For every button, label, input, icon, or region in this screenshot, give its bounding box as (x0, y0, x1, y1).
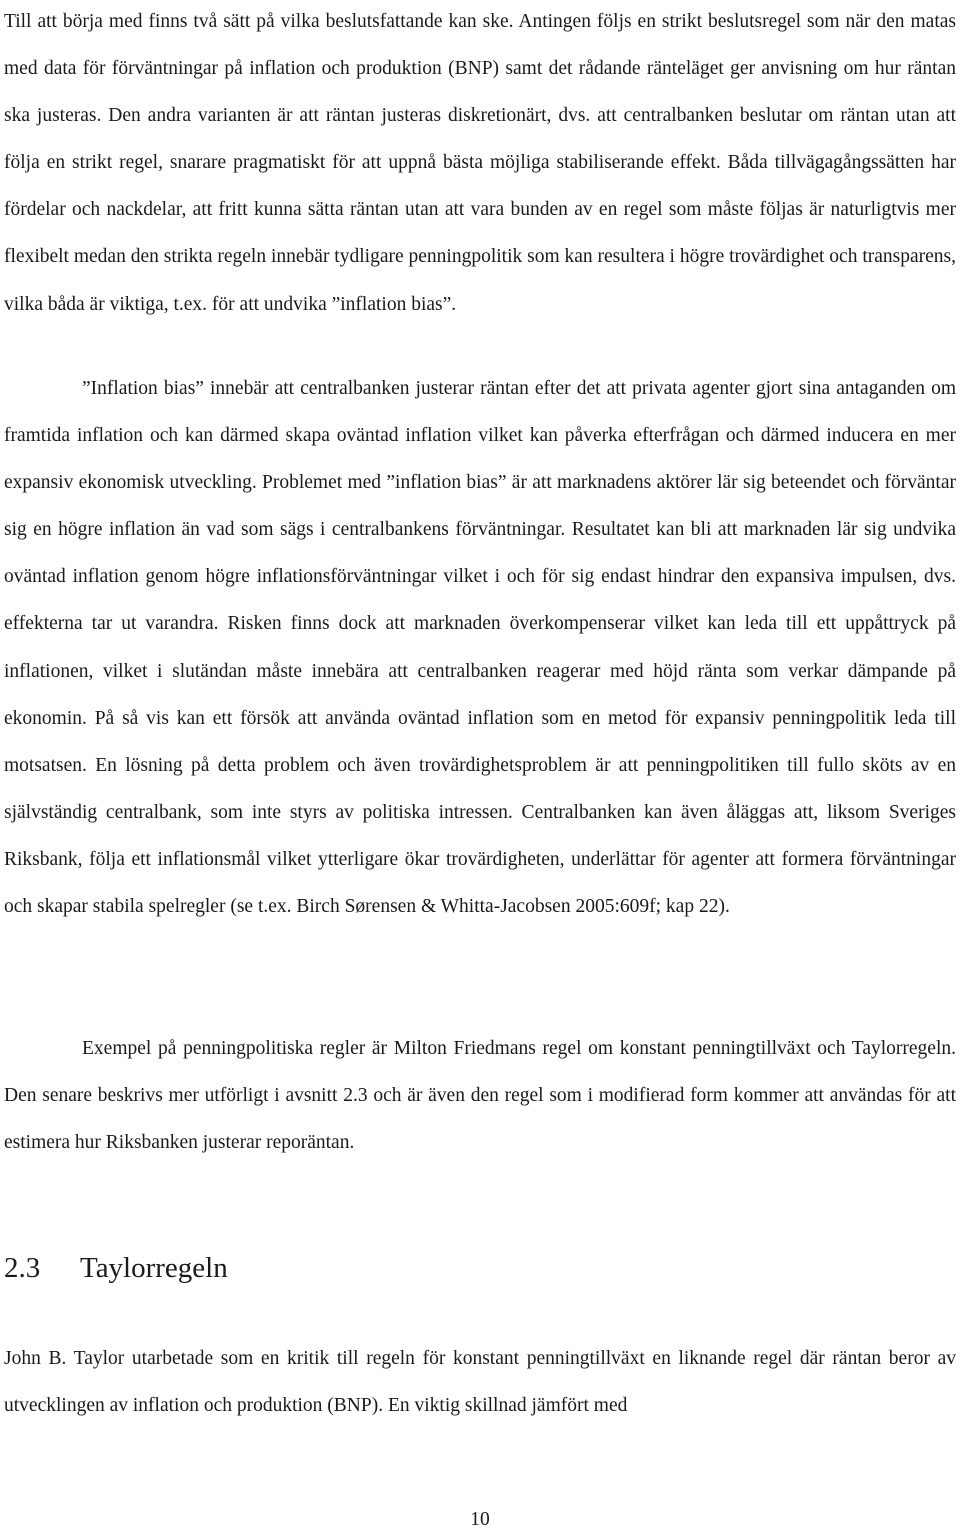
body-paragraph-decision-rules: Till att börja med finns två sätt på vilka beslutsfattande kan ske. Antingen följs en strikt beslutsregel som när den matas med data för förväntningar på inflation och produktion (BNP) samt det rådande ränteläget ger anvisning om hur räntan ska justeras. Den andra varianten är att räntan justeras diskretionärt, dvs. att centralbanken beslutar om räntan utan att följa en strikt regel, snarare pragmatiskt för att uppnå bästa möjliga stabiliserande effekt. Båda tillvägagångssätten har fördelar och nackdelar, att fritt kunna sätta räntan utan att vara bunden av en regel som måste följas är naturligtvis mer flexibelt medan den strikta regeln innebär tydligare penningpolitik som kan resultera i högre trovärdighet och transparens, vilka båda är viktiga, t.ex. för att undvika ”inflation bias”. (4, 11, 956, 315)
section-title: Taylorregeln (80, 1252, 228, 1284)
page-number: 10 (470, 1509, 490, 1530)
body-paragraph-policy-rules: Exempel på penningpolitiska regler är Milton Friedmans regel om konstant penningtillväxt och Taylorregeln. Den senare beskrivs mer utförligt i avsnitt 2.3 och är även den regel som i modifierad form kommer att användas för att estimera hur Riksbanken justerar reporäntan. (4, 1038, 956, 1154)
body-paragraph-taylor: John B. Taylor utarbetade som en kritik till regeln för konstant penningtillväxt en liknande regel där räntan beror av utvecklingen av inflation och produktion (BNP). En viktig skillnad jämfört med (4, 1348, 956, 1417)
section-number: 2.3 (4, 1252, 41, 1284)
section-heading (4, 1246, 228, 1290)
body-paragraph-inflation-bias: ”Inflation bias” innebär att centralbanken justerar räntan efter det att privata agenter gjort sina antaganden om framtida inflation och kan därmed skapa oväntad inflation vilket kan påverka efterfrågan och därmed inducera en mer expansiv ekonomisk utveckling. Problemet med ”inflation bias” är att marknadens aktörer lär sig beteendet och förväntar sig en högre inflation än vad som sägs i centralbankens förväntningar. Resultatet kan bli att marknaden lär sig undvika oväntad inflation genom högre inflationsförväntningar vilket i och för sig endast hindrar den expansiva impulsen, dvs. effekterna tar ut varandra. Risken finns dock att marknaden överkompenserar vilket kan leda till ett uppåttryck på inflationen, vilket i slutändan måste innebära att centralbanken reagerar med höjd ränta som verkar dämpande på ekonomin. På så vis kan ett försök att använda oväntad inflation som en metod för expansiv penningpolitik leda till motsatsen. En lösning på detta problem och även trovärdighetsproblem är att penningpolitiken till fullo sköts av en självständig centralbank, som inte styrs av politiska intressen. Centralbanken kan även åläggas att, liksom Sveriges Riksbank, följa ett inflationsmål vilket ytterligare ökar trovärdigheten, underlättar för agenter att formera förväntningar och skapar stabila spelregler (se t.ex. Birch Sørensen & Whitta-Jacobsen 2005:609f; kap 22). (4, 378, 956, 918)
